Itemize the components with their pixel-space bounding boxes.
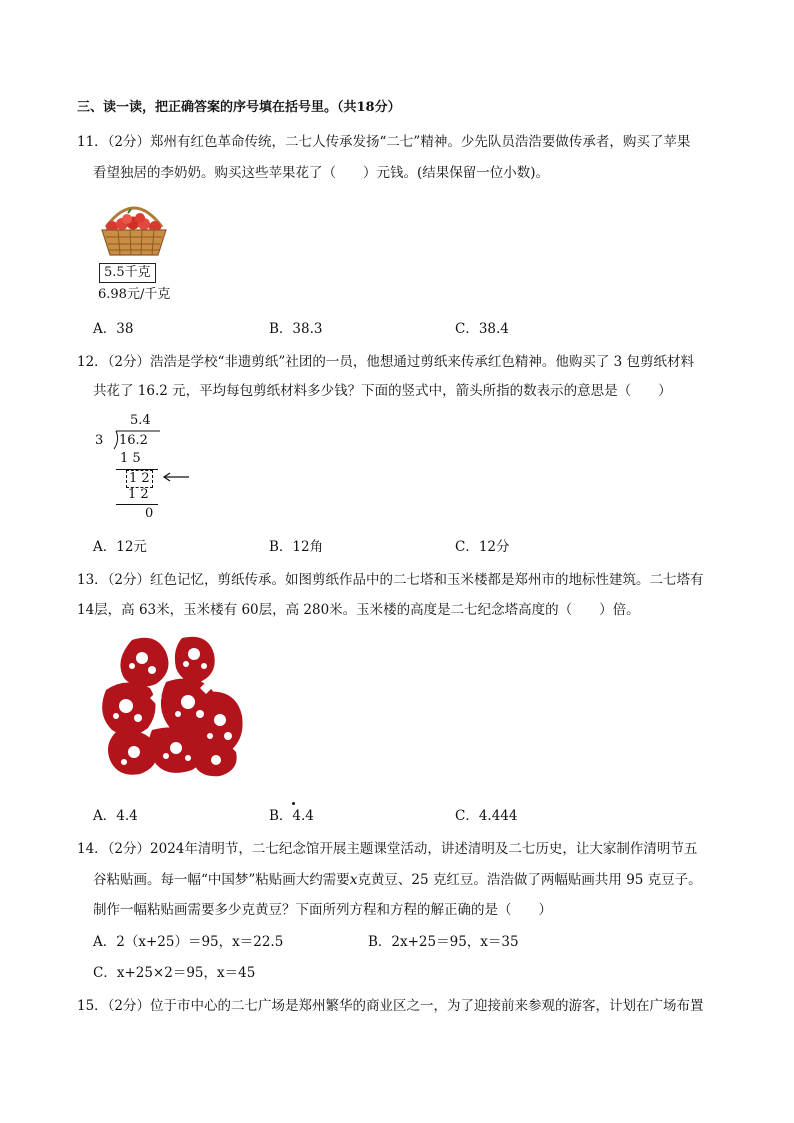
q13-option-b[interactable]: B．4.4 [269, 808, 314, 824]
q12-option-a[interactable]: A．12元 [93, 539, 147, 555]
division-divisor: 3 [95, 433, 104, 448]
q13-option-c[interactable]: C．4.444 [455, 808, 518, 824]
question-11-line1: 11．（2分）郑州有红色革命传统，二七人传承发扬“二七”精神。少先队员浩浩要做传承者，购买了苹果 [77, 134, 691, 150]
repeating-decimal-dot [292, 802, 295, 805]
question-15-line1: 15．（2分）位于市中心的二七广场是郑州繁华的商业区之一，为了迎接前来参观的游客，计划在广场布置 [77, 998, 704, 1014]
question-12-line2: 共花了 16.2 元，平均每包剪纸材料多少钱？下面的竖式中，箭头所指的数表示的意思是（ ） [93, 383, 672, 399]
q14-variable-x: x [349, 872, 358, 888]
section-header: 三、读一读，把正确答案的序号填在括号里。（共18分） [77, 100, 401, 115]
question-14-line3: 制作一幅粘贴画需要多少克黄豆？下面所列方程和方程的解正确的是（ ） [93, 902, 552, 918]
division-rule-2 [116, 504, 158, 505]
question-13-line1: 13．（2分）红色记忆，剪纸传承。如图剪纸作品中的二七塔和玉米楼都是郑州市的地标性建筑。二七塔有 [77, 572, 704, 588]
arrow-left-icon [162, 471, 190, 483]
weight-label-box: 5.5千克 [99, 263, 156, 283]
price-label: 6.98元/千克 [98, 287, 171, 302]
division-quotient: 5.4 [130, 413, 151, 428]
q11-option-a[interactable]: A．38 [93, 321, 134, 337]
q14-option-b[interactable]: B．2x+25＝95，x＝35 [368, 934, 519, 950]
q14-option-a[interactable]: A．2（x+25）＝95，x＝22.5 [93, 934, 284, 950]
question-13-line2: 14层，高 63米，玉米楼有 60层，高 280米。玉米楼的高度是二七纪念塔高度的（ ）倍。 [77, 602, 640, 618]
q11-option-b[interactable]: B．38.3 [269, 321, 323, 337]
division-step2-boxed: 1 2 [126, 470, 153, 488]
q11-option-c[interactable]: C．38.4 [455, 321, 509, 337]
q12-option-b[interactable]: B．12角 [269, 539, 324, 555]
q14-option-c[interactable]: C．x+25×2＝95，x＝45 [93, 965, 256, 981]
question-14-line1: 14．（2分）2024年清明节，二七纪念馆开展主题课堂活动，讲述清明及二七历史，让大家制作清明节五 [77, 841, 698, 857]
q14-line2-part-b: 克黄豆、25 克红豆。浩浩做了两幅贴画共用 95 克豆子。 [357, 872, 702, 888]
question-14-line2 [93, 870, 702, 890]
division-step3: 1 2 [128, 487, 149, 502]
division-dividend: 16.2 [119, 433, 148, 448]
division-remainder: 0 [145, 506, 154, 521]
q12-option-c[interactable]: C．12分 [455, 539, 510, 555]
question-12-line1: 12．（2分）浩浩是学校“非遗剪纸”社团的一员，他想通过剪纸来传承红色精神。他购买了 3 包剪纸材料 [77, 354, 694, 370]
apple-basket-image [94, 197, 174, 261]
q13-option-a[interactable]: A．4.4 [93, 808, 138, 824]
division-step1: 1 5 [120, 451, 141, 466]
q14-line2-part-a: 谷粘贴画。每一幅“中国梦”粘贴画大约需要 [93, 872, 350, 888]
long-division [92, 413, 202, 525]
question-11-line2: 看望独居的李奶奶。购买这些苹果花了（ ）元钱。(结果保留一位小数)。 [93, 165, 550, 181]
paper-cut-artwork-image [96, 632, 246, 780]
